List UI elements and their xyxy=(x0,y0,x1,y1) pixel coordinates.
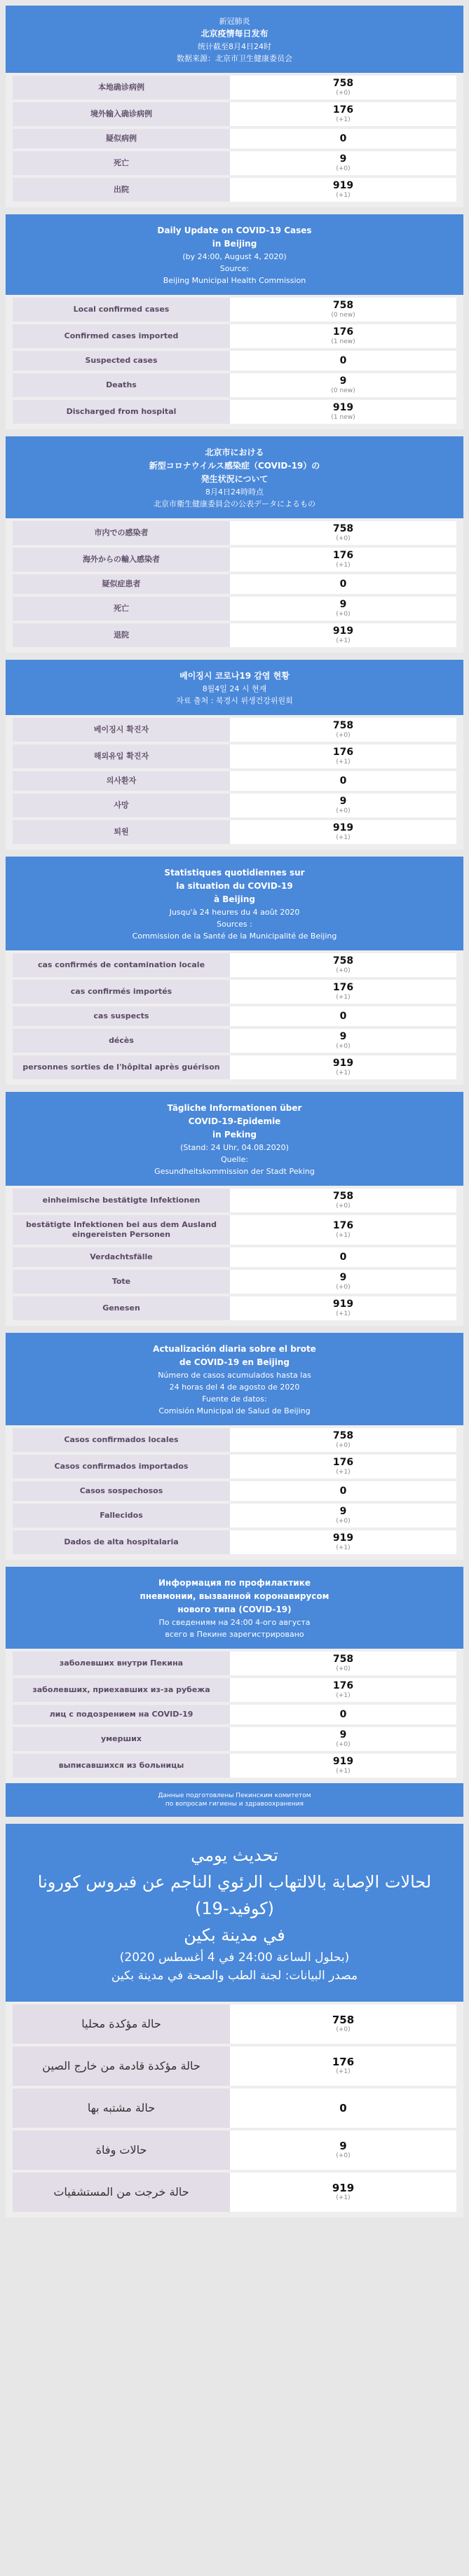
stat-number: 9 xyxy=(339,1729,347,1740)
stat-row xyxy=(13,1006,456,1026)
stat-value xyxy=(230,718,456,742)
card-zh xyxy=(6,6,463,207)
header-title: de COVID-19 en Beijing xyxy=(179,1357,290,1367)
stat-value xyxy=(230,771,456,791)
stat-row xyxy=(13,548,456,572)
footer-line: Данные подготовлены Пекинским комитетом xyxy=(158,1792,311,1799)
stat-number: 176 xyxy=(332,747,354,758)
stat-row xyxy=(13,2047,456,2086)
stat-row xyxy=(13,953,456,977)
stat-value xyxy=(230,1296,456,1320)
header-line: 24 horas del 4 de agosto de 2020 xyxy=(169,1383,300,1392)
header-line: всего в Пекине зарегистрировано xyxy=(165,1630,304,1639)
stat-label: выписавшихся из больницы xyxy=(13,1754,230,1778)
stat-row xyxy=(13,623,456,647)
stat-change: (+0) xyxy=(336,732,351,739)
stat-change: (+1) xyxy=(336,2068,351,2075)
card-header xyxy=(6,857,463,950)
stat-number: 919 xyxy=(332,402,354,413)
stat-change: (+0) xyxy=(336,1442,351,1449)
card-fr xyxy=(6,857,463,1085)
header-title: 北京疫情每日发布 xyxy=(200,29,269,39)
stat-label: décès xyxy=(13,1029,230,1053)
stat-change: (+0) xyxy=(336,1043,351,1050)
card-ar xyxy=(6,1824,463,2217)
stat-row xyxy=(13,298,456,321)
header-line: (by 24:00, August 4, 2020) xyxy=(182,252,287,261)
header-line: Sources : xyxy=(217,920,252,929)
stat-change: (+1) xyxy=(336,116,351,123)
stat-value xyxy=(230,1651,456,1675)
card-header xyxy=(6,1824,463,2002)
stat-number: 176 xyxy=(332,1457,354,1468)
stat-change: (+1) xyxy=(336,1469,351,1476)
stat-label: 베이징시 확진자 xyxy=(13,718,230,742)
stat-value xyxy=(230,324,456,348)
header-line: 北京市衛生健康委員会の公表データによるもの xyxy=(154,499,315,508)
stat-number: 176 xyxy=(332,326,354,338)
stats-table xyxy=(6,1186,463,1326)
stat-change: (+0) xyxy=(336,1518,351,1525)
header-line: 统计截至8月4日24时 xyxy=(198,42,271,51)
stat-row xyxy=(13,1678,456,1702)
stat-label: 死亡 xyxy=(13,151,230,175)
stat-label: einheimische bestätigte Infektionen xyxy=(13,1189,230,1212)
stat-value xyxy=(230,820,456,844)
stat-value xyxy=(230,1247,456,1267)
header-line: 8月4日24時時点 xyxy=(205,487,264,497)
stat-label: 境外输入确诊病例 xyxy=(13,102,230,126)
stat-change: (0 new) xyxy=(331,312,355,319)
header-line: Commission de la Santé de la Municipalité de Beijing xyxy=(132,932,337,941)
card-es xyxy=(6,1333,463,1560)
stat-row xyxy=(13,820,456,844)
stat-number: 9 xyxy=(339,1506,347,1517)
stat-value xyxy=(230,1705,456,1724)
stat-change: (+0) xyxy=(336,1203,351,1210)
stat-row xyxy=(13,1481,456,1501)
card-ru xyxy=(6,1567,463,1817)
stat-row xyxy=(13,76,456,99)
stat-change: (+1) xyxy=(336,1069,351,1076)
stat-change: (+1) xyxy=(336,834,351,841)
header-line: Quelle: xyxy=(221,1155,248,1164)
stat-row xyxy=(13,1530,456,1554)
stat-label: 疑似症患者 xyxy=(13,574,230,594)
stat-value xyxy=(230,1455,456,1479)
stat-change: (+0) xyxy=(336,90,351,97)
stat-value xyxy=(230,794,456,817)
stat-change: (1 new) xyxy=(331,414,355,421)
card-header xyxy=(6,1567,463,1649)
stat-row xyxy=(13,351,456,371)
header-title: Statistiques quotidiennes sur xyxy=(164,868,305,878)
stat-row xyxy=(13,1189,456,1212)
stat-label: حالة مشتبه بها xyxy=(13,2089,230,2128)
stat-value xyxy=(230,102,456,126)
stat-value xyxy=(230,745,456,768)
stat-label: 退院 xyxy=(13,623,230,647)
stat-label: حالة خرجت من المستشفيات xyxy=(13,2173,230,2212)
stat-label: cas confirmés de contamination locale xyxy=(13,953,230,977)
stat-row xyxy=(13,1270,456,1294)
stat-row xyxy=(13,1055,456,1079)
card-header xyxy=(6,6,463,73)
stat-change: (0 new) xyxy=(331,387,355,394)
stat-value xyxy=(230,1055,456,1079)
stat-value xyxy=(230,1270,456,1294)
stat-row xyxy=(13,2004,456,2044)
stat-change: (+1) xyxy=(336,994,351,1001)
stat-label: умерших xyxy=(13,1727,230,1751)
stat-label: 퇴원 xyxy=(13,820,230,844)
stat-value xyxy=(230,1006,456,1026)
stat-label: حالة مؤكدة قادمة من خارج الصين xyxy=(13,2047,230,2086)
stat-row xyxy=(13,1029,456,1053)
stat-value xyxy=(230,129,456,148)
stat-change: (+1) xyxy=(336,637,351,644)
header-line: 新冠肺炎 xyxy=(219,17,250,26)
stat-label: 의사환자 xyxy=(13,771,230,791)
card-header xyxy=(6,214,463,295)
stat-value xyxy=(230,298,456,321)
stat-change: (+0) xyxy=(336,808,351,815)
stat-label: bestätigte Infektionen bei aus dem Ausland eingereisten Personen xyxy=(13,1215,230,1245)
stat-number: 758 xyxy=(332,1191,354,1202)
stat-row xyxy=(13,521,456,545)
stat-number: 176 xyxy=(332,1220,354,1231)
stat-row xyxy=(13,129,456,148)
stat-label: Tote xyxy=(13,1270,230,1294)
stat-row xyxy=(13,373,456,397)
header-title: in Peking xyxy=(212,1130,257,1140)
stat-value xyxy=(230,2047,456,2086)
stat-row xyxy=(13,1705,456,1724)
stat-value xyxy=(230,151,456,175)
stat-number: 0 xyxy=(339,578,347,590)
stat-row xyxy=(13,597,456,621)
stat-value xyxy=(230,2004,456,2044)
stat-number: 9 xyxy=(339,1031,347,1042)
stat-value xyxy=(230,2131,456,2170)
stat-number: 9 xyxy=(339,2140,347,2152)
stat-label: Suspected cases xyxy=(13,351,230,371)
footer-line: по вопросам гигиены и здравоохранения xyxy=(165,1801,304,1808)
stat-value xyxy=(230,1481,456,1501)
stat-number: 0 xyxy=(339,775,347,787)
header-line: Gesundheitskommission der Stadt Peking xyxy=(154,1167,315,1176)
stat-number: 9 xyxy=(339,796,347,807)
header-title: تحديث يومي xyxy=(191,1846,278,1865)
stat-change: (+0) xyxy=(336,1741,351,1748)
stat-label: Confirmed cases imported xyxy=(13,324,230,348)
stat-number: 0 xyxy=(339,1251,347,1263)
stat-change: (1 new) xyxy=(331,338,355,345)
stat-label: personnes sorties de l'hôpital après guérison xyxy=(13,1055,230,1079)
stat-row xyxy=(13,745,456,768)
stat-number: 9 xyxy=(339,153,347,165)
stat-change: (+1) xyxy=(336,759,351,766)
stat-value xyxy=(230,1727,456,1751)
stat-number: 176 xyxy=(332,1680,354,1691)
header-title: لحالات الإصابة بالالتهاب الرئوي الناجم عن فيروس كورونا (كوفيد-19) xyxy=(37,1872,432,1918)
stats-table xyxy=(6,73,463,207)
stat-value xyxy=(230,1530,456,1554)
stat-label: Casos sospechosos xyxy=(13,1481,230,1501)
stat-value xyxy=(230,1428,456,1452)
header-line: Número de casos acumulados hasta las xyxy=(158,1371,311,1380)
stat-number: 9 xyxy=(339,375,347,387)
card-de xyxy=(6,1092,463,1326)
stat-row xyxy=(13,1455,456,1479)
stat-number: 176 xyxy=(332,550,354,561)
stat-value xyxy=(230,76,456,99)
stat-label: 市内での感染者 xyxy=(13,521,230,545)
stat-change: (+0) xyxy=(336,1666,351,1673)
stat-label: 本地确诊病例 xyxy=(13,76,230,99)
card-en xyxy=(6,214,463,429)
stat-number: 758 xyxy=(332,78,354,89)
header-line: Source: xyxy=(219,264,250,273)
stat-row xyxy=(13,400,456,424)
stat-value xyxy=(230,548,456,572)
stat-change: (+1) xyxy=(336,1692,351,1699)
header-line: Beijing Municipal Health Commission xyxy=(163,276,306,285)
stat-number: 919 xyxy=(332,1532,354,1544)
stat-label: 疑似病例 xyxy=(13,129,230,148)
stat-label: 死亡 xyxy=(13,597,230,621)
stats-table xyxy=(6,295,463,429)
stat-row xyxy=(13,1754,456,1778)
header-line: Jusqu'à 24 heures du 4 août 2020 xyxy=(169,908,300,917)
stat-value xyxy=(230,574,456,594)
stat-label: Casos confirmados locales xyxy=(13,1428,230,1452)
stat-row xyxy=(13,574,456,594)
stat-label: Dados de alta hospitalaria xyxy=(13,1530,230,1554)
stat-value xyxy=(230,953,456,977)
stat-row xyxy=(13,1247,456,1267)
stat-value xyxy=(230,980,456,1004)
stat-value xyxy=(230,2089,456,2128)
header-title: Daily Update on COVID-19 Cases xyxy=(157,226,312,235)
stat-number: 919 xyxy=(332,1058,354,1069)
stat-value xyxy=(230,623,456,647)
stat-value xyxy=(230,521,456,545)
stat-value xyxy=(230,373,456,397)
stat-change: (+0) xyxy=(336,2152,351,2159)
stat-number: 9 xyxy=(339,599,347,610)
card-header xyxy=(6,436,463,518)
stat-label: 出院 xyxy=(13,178,230,202)
header-title: Информация по профилактике xyxy=(158,1578,311,1588)
stat-row xyxy=(13,2173,456,2212)
stat-row xyxy=(13,794,456,817)
stat-label: Local confirmed cases xyxy=(13,298,230,321)
header-title: in Beijing xyxy=(212,239,257,249)
card-ja xyxy=(6,436,463,653)
header-title: COVID-19-Epidemie xyxy=(188,1116,281,1126)
stat-change: (+1) xyxy=(336,192,351,199)
stat-label: Discharged from hospital xyxy=(13,400,230,424)
stat-number: 176 xyxy=(332,104,354,116)
stat-change: (+0) xyxy=(336,967,351,974)
stat-number: 0 xyxy=(339,132,347,144)
stat-label: Verdachtsfälle xyxy=(13,1247,230,1267)
stats-table xyxy=(6,1425,463,1560)
stat-row xyxy=(13,771,456,791)
header-line: 자료 출처 : 북경시 위생건강위원회 xyxy=(176,696,293,705)
stat-value xyxy=(230,597,456,621)
stats-table xyxy=(6,1649,463,1783)
stat-change: (+1) xyxy=(336,562,351,569)
header-line: 8월4일 24 시 현재 xyxy=(202,684,267,693)
stat-value xyxy=(230,351,456,371)
stats-table xyxy=(6,950,463,1085)
stat-change: (+1) xyxy=(336,1232,351,1239)
stat-number: 919 xyxy=(332,1299,354,1310)
header-title: 新型コロナウイルス感染症（COVID-19）の xyxy=(149,461,320,471)
card-header xyxy=(6,1333,463,1425)
stat-label: Deaths xyxy=(13,373,230,397)
header-line: Fuente de datos: xyxy=(202,1394,267,1404)
header-line: مصدر البيانات: لجنة الطب والصحة في مدينة بكين xyxy=(111,1969,358,1983)
stat-change: (+0) xyxy=(336,535,351,542)
header-title: Actualización diaria sobre el brote xyxy=(153,1344,316,1354)
header-title: нового типа (COVID-19) xyxy=(177,1605,292,1614)
header-title: في مدينة بكين xyxy=(184,1925,285,1945)
stat-label: Genesen xyxy=(13,1296,230,1320)
stat-value xyxy=(230,1189,456,1212)
stats-table xyxy=(6,2002,463,2217)
header-title: à Beijing xyxy=(213,894,256,904)
stat-number: 176 xyxy=(332,2056,355,2068)
card-ko xyxy=(6,660,463,850)
stat-row xyxy=(13,718,456,742)
header-title: 北京市における xyxy=(205,448,264,457)
stat-label: заболевших внутри Пекина xyxy=(13,1651,230,1675)
stat-value xyxy=(230,1754,456,1778)
stat-number: 0 xyxy=(339,2101,347,2114)
header-title: Tägliche Informationen über xyxy=(167,1103,302,1113)
stat-row xyxy=(13,178,456,202)
stat-row xyxy=(13,324,456,348)
stat-row xyxy=(13,2089,456,2128)
stat-number: 758 xyxy=(332,523,354,534)
stats-table xyxy=(6,715,463,850)
stat-number: 0 xyxy=(339,1708,347,1720)
stat-number: 758 xyxy=(332,955,354,967)
header-title: 베이징시 코로나19 감염 현황 xyxy=(179,671,290,681)
stat-value xyxy=(230,2173,456,2212)
header-line: Comisión Municipal de Salud de Beijing xyxy=(158,1406,311,1415)
stat-number: 919 xyxy=(332,822,354,833)
stat-number: 758 xyxy=(332,2014,355,2026)
stat-row xyxy=(13,1428,456,1452)
stat-change: (+0) xyxy=(336,2026,351,2033)
stat-label: Casos confirmados importados xyxy=(13,1455,230,1479)
stat-row xyxy=(13,2131,456,2170)
stat-number: 0 xyxy=(339,1485,347,1497)
stat-change: (+1) xyxy=(336,1768,351,1775)
stat-value xyxy=(230,1029,456,1053)
stat-change: (+0) xyxy=(336,165,351,172)
stat-number: 0 xyxy=(339,354,347,366)
stat-label: cas suspects xyxy=(13,1006,230,1026)
stat-value xyxy=(230,1215,456,1245)
stat-number: 919 xyxy=(332,180,354,191)
stat-number: 0 xyxy=(339,1010,347,1022)
header-title: пневмонии, вызванной коронавирусом xyxy=(140,1591,329,1601)
stat-number: 758 xyxy=(332,1430,354,1441)
header-line: По сведениям на 24:00 4-ого августа xyxy=(158,1618,311,1627)
stat-label: حالة مؤكدة محليا xyxy=(13,2004,230,2044)
stat-row xyxy=(13,980,456,1004)
stat-label: حالات وفاة xyxy=(13,2131,230,2170)
stats-table xyxy=(6,518,463,653)
stat-number: 919 xyxy=(332,2182,355,2194)
stat-number: 919 xyxy=(332,1756,354,1767)
stat-label: заболевших, приехавших из-за рубежа xyxy=(13,1678,230,1702)
stat-row xyxy=(13,1727,456,1751)
stat-value xyxy=(230,1678,456,1702)
stat-number: 919 xyxy=(332,625,354,637)
stat-label: 해외유입 확진자 xyxy=(13,745,230,768)
stat-label: cas confirmés importés xyxy=(13,980,230,1004)
header-title: la situation du COVID-19 xyxy=(176,881,293,891)
stat-number: 758 xyxy=(332,300,354,311)
stat-label: 사망 xyxy=(13,794,230,817)
card-header xyxy=(6,660,463,715)
stat-row xyxy=(13,151,456,175)
header-line: (بحلول الساعة 24:00 في 4 أغسطس 2020) xyxy=(119,1951,350,1965)
stat-row xyxy=(13,1651,456,1675)
stat-change: (+1) xyxy=(336,1310,351,1317)
header-line: (Stand: 24 Uhr, 04.08.2020) xyxy=(180,1143,289,1152)
stat-label: 海外からの輸入感染者 xyxy=(13,548,230,572)
stat-row xyxy=(13,1504,456,1528)
stat-label: лиц с подозрением на COVID-19 xyxy=(13,1705,230,1724)
stat-value xyxy=(230,178,456,202)
stat-change: (+0) xyxy=(336,611,351,618)
card-header xyxy=(6,1092,463,1186)
header-title: 発生状況について xyxy=(200,474,269,484)
stat-change: (+0) xyxy=(336,1284,351,1291)
stat-number: 758 xyxy=(332,720,354,731)
header-line: 数据来源：北京市卫生健康委员会 xyxy=(177,54,292,63)
card-footer xyxy=(6,1783,463,1817)
stat-row xyxy=(13,1296,456,1320)
stat-value xyxy=(230,400,456,424)
stat-number: 9 xyxy=(339,1272,347,1283)
stat-number: 758 xyxy=(332,1654,354,1665)
stat-change: (+1) xyxy=(336,2194,351,2201)
stat-value xyxy=(230,1504,456,1528)
stat-row xyxy=(13,1215,456,1245)
stat-label: Fallecidos xyxy=(13,1504,230,1528)
stat-change: (+1) xyxy=(336,1544,351,1551)
stat-number: 176 xyxy=(332,982,354,993)
stat-row xyxy=(13,102,456,126)
